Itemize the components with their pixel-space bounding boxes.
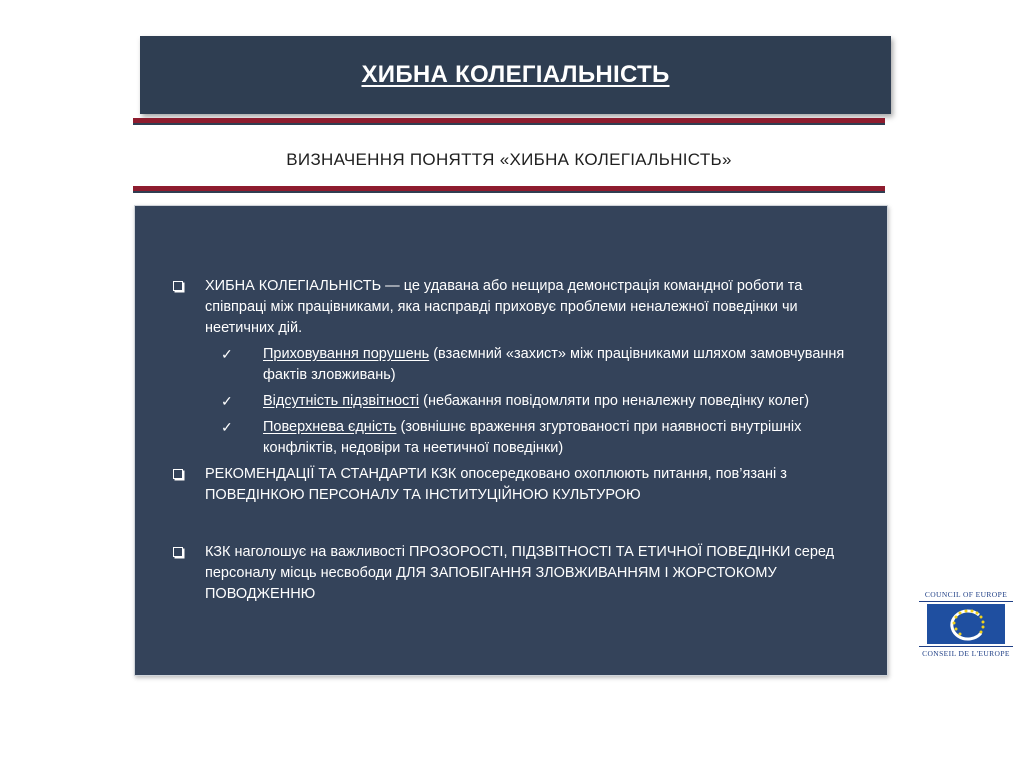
title-bar bbox=[140, 36, 891, 114]
recommendations-text: РЕКОМЕНДАЦІЇ ТА СТАНДАРТИ КЗК опосередковано охоплюють питання, пов’язані з ПОВЕДІНКОЮ ПЕРСОНАЛУ ТА ІНСТИТУЦІЙНОЮ КУЛЬТУРОЮ bbox=[205, 466, 787, 503]
logo-divider bbox=[919, 601, 1013, 602]
subtitle: ВИЗНАЧЕННЯ ПОНЯТТЯ «ХИБНА КОЛЕГІАЛЬНІСТЬ» bbox=[286, 150, 732, 169]
checkmark-icon: ✓ bbox=[221, 393, 233, 409]
checkmark-icon: ✓ bbox=[221, 419, 233, 435]
checkbox-bullet-icon bbox=[173, 281, 183, 291]
list-item-emphasis bbox=[171, 542, 861, 605]
list-item-recommendations bbox=[171, 464, 861, 506]
checkbox-bullet-icon bbox=[173, 469, 183, 479]
list-item-definition bbox=[171, 276, 861, 339]
page-title: ХИБНА КОЛЕГІАЛЬНІСТЬ bbox=[361, 61, 670, 88]
list-subitem bbox=[171, 417, 861, 459]
logo-bottom-text: CONSEIL DE L'EUROPE bbox=[922, 649, 1010, 658]
logo-flag-icon bbox=[927, 604, 1005, 644]
logo-top-text: COUNCIL OF EUROPE bbox=[924, 590, 1008, 599]
content-panel bbox=[134, 205, 888, 676]
subitem-text: (взаємний «захист» між працівниками шляхом замовчування фактів зловживань) bbox=[263, 346, 845, 383]
content-list bbox=[171, 276, 861, 605]
definition-text: — це удавана або нещира демонстрація командної роботи та співпраці між працівниками, яка насправді приховує проблеми неналежної поведінки чи неетичних дій. bbox=[205, 278, 803, 336]
checkmark-icon: ✓ bbox=[221, 346, 233, 362]
subitem-term: Приховування порушень bbox=[263, 346, 430, 362]
logo-emblem-icon bbox=[931, 606, 1001, 642]
logo-divider bbox=[919, 646, 1013, 647]
subitem-text: (зовнішнє враження згуртованості при наявності внутрішніх конфліктів, недовіри та неетичної поведінки) bbox=[263, 419, 802, 456]
emphasis-text: КЗК наголошує на важливості ПРОЗОРОСТІ, ПІДЗВІТНОСТІ ТА ЕТИЧНОЇ ПОВЕДІНКИ серед персоналу місць несвободи ДЛЯ ЗАПОБІГАННЯ ЗЛОВЖИВАННЯМ І ЖОРСТОКОМУ ПОВОДЖЕННЮ bbox=[205, 544, 835, 602]
council-of-europe-logo bbox=[915, 590, 1017, 662]
divider-top bbox=[133, 118, 885, 125]
subitem-term: Відсутність підзвітності bbox=[263, 393, 420, 409]
definition-term: ХИБНА КОЛЕГІАЛЬНІСТЬ bbox=[205, 278, 382, 294]
list-subitem bbox=[171, 391, 861, 412]
subitem-term: Поверхнева єдність bbox=[263, 419, 397, 435]
subitem-text: (небажання повідомляти про неналежну поведінку колег) bbox=[419, 393, 810, 409]
divider-bottom bbox=[133, 186, 885, 193]
checkbox-bullet-icon bbox=[173, 547, 183, 557]
list-subitem bbox=[171, 344, 861, 386]
